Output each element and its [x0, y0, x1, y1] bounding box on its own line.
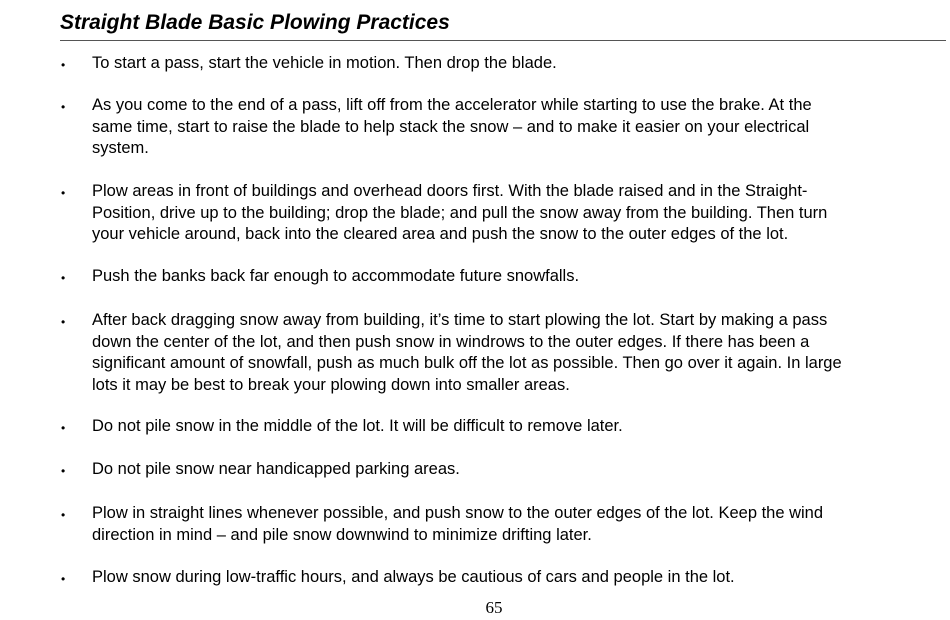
- page-title: Straight Blade Basic Plowing Practices: [60, 11, 450, 34]
- bullet-line: Plow areas in front of buildings and overhead doors first. With the blade raised and in the Straight-: [92, 182, 808, 200]
- bullet-line: Plow snow during low-traffic hours, and always be cautious of cars and people in the lot.: [92, 568, 735, 586]
- bullet-icon: •: [61, 100, 66, 114]
- bullet-line: direction in mind – and pile snow downwind to minimize drifting later.: [92, 525, 592, 544]
- bullet-icon: •: [61, 464, 66, 478]
- bullet-line: As you come to the end of a pass, lift off from the accelerator while starting to use the brake. At the: [92, 96, 812, 114]
- bullet-icon: •: [61, 315, 66, 329]
- bullet-line: down the center of the lot, and then push snow in windrows to the outer edges. If there has been a: [92, 332, 810, 351]
- bullet-icon: •: [61, 58, 66, 72]
- bullet-text: [92, 459, 932, 481]
- bullet-text: [92, 53, 932, 75]
- bullet-text: [92, 266, 932, 288]
- bullet-line: your vehicle around, back into the cleared area and push the snow to the outer edges of the lot.: [92, 225, 789, 243]
- bullet-text: [92, 310, 932, 396]
- bullet-line: Plow in straight lines whenever possible, and push snow to the outer edges of the lot. Keep the wind: [92, 504, 824, 522]
- bullet-line: system.: [92, 139, 149, 157]
- bullet-icon: •: [61, 421, 66, 435]
- page-header: [60, 10, 946, 41]
- bullet-icon: •: [61, 271, 66, 285]
- bullet-line: Push the banks back far enough to accommodate future snowfalls.: [92, 267, 580, 285]
- bullet-line: same time, start to raise the blade to help stack the snow – and to make it easier on your electrical: [92, 117, 810, 136]
- bullet-line: Do not pile snow in the middle of the lot. It will be difficult to remove later.: [92, 417, 623, 435]
- bullet-text: [92, 503, 932, 546]
- bullet-line: After back dragging snow away from building, it’s time to start plowing the lot. Start by making a pass: [92, 311, 828, 329]
- bullet-text: [92, 181, 932, 246]
- bullet-text: [92, 416, 932, 438]
- bullet-icon: •: [61, 572, 66, 586]
- page-number: 65: [485, 598, 503, 617]
- bullet-icon: •: [61, 508, 66, 522]
- bullet-text: [92, 95, 932, 160]
- bullet-line: lots it may be best to break your plowing down into smaller areas.: [92, 375, 570, 394]
- bullet-line: significant amount of snowfall, push as much bulk off the lot as possible. Then go over it again. In large: [92, 354, 842, 372]
- bullet-icon: •: [61, 186, 66, 200]
- bullet-line: Do not pile snow near handicapped parking areas.: [92, 460, 460, 478]
- bullet-line: Position, drive up to the building; drop the blade; and pull the snow away from the building. Then turn: [92, 203, 828, 222]
- bullet-line: To start a pass, start the vehicle in motion. Then drop the blade.: [92, 54, 557, 72]
- bullet-text: [92, 567, 932, 589]
